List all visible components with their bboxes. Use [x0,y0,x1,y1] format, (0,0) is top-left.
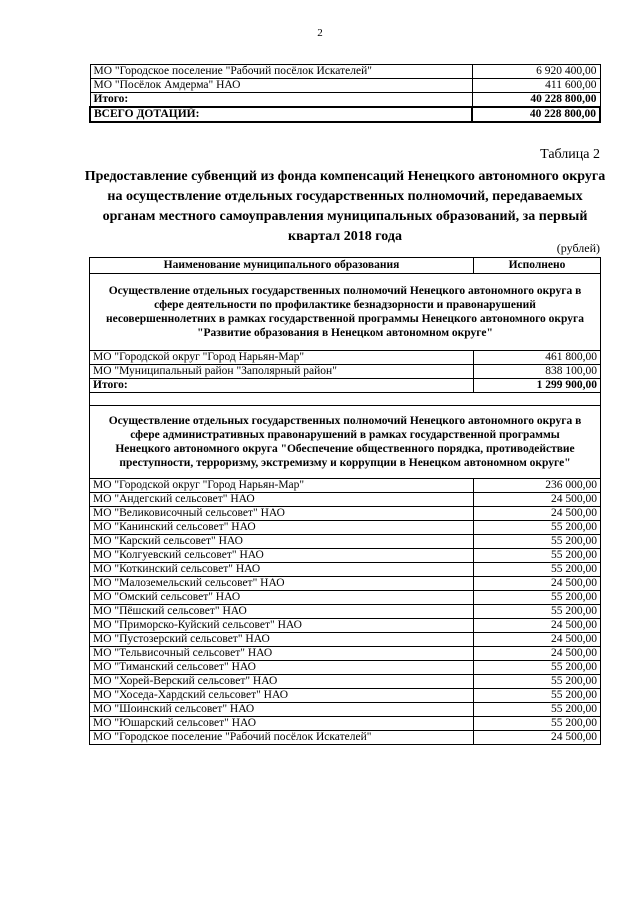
total-amount: 1 299 900,00 [474,379,601,393]
table-row [90,79,600,93]
table-row [90,549,601,563]
section-heading-row [90,274,601,351]
table-row [90,479,601,493]
total-row [90,93,600,108]
municipality-name: МО "Тельвисочный сельсовет" НАО [90,647,474,661]
total-row [90,379,601,393]
table-row [90,703,601,717]
grand-total-label: ВСЕГО ДОТАЦИЙ: [90,107,472,122]
municipality-name: МО "Хорей-Верский сельсовет" НАО [90,675,474,689]
amount: 461 800,00 [474,351,601,365]
amount: 24 500,00 [474,577,601,591]
table-row [90,535,601,549]
amount: 24 500,00 [474,619,601,633]
amount: 55 200,00 [474,675,601,689]
table-row [90,731,601,745]
municipality-name: МО "Шоинский сельсовет" НАО [90,703,474,717]
amount: 6 920 400,00 [472,65,600,79]
total-label: Итого: [90,379,474,393]
municipality-name: МО "Коткинский сельсовет" НАО [90,563,474,577]
amount: 24 500,00 [474,493,601,507]
table-row [90,507,601,521]
amount: 838 100,00 [474,365,601,379]
grand-total-amount: 40 228 800,00 [472,107,600,122]
municipality-name: МО "Малоземельский сельсовет" НАО [90,577,474,591]
municipality-name: МО "Колгуевский сельсовет" НАО [90,549,474,563]
table-row [90,633,601,647]
amount: 55 200,00 [474,535,601,549]
document-title: Предоставление субвенций из фонда компенсаций Ненецкого автономного округа на осуществление отдельных государственных полномочий, передаваемых органам местного самоуправления муниципальных образований, за первый квартал 2018 года [84,169,606,244]
amount: 55 200,00 [474,703,601,717]
section-heading: Осуществление отдельных государственных полномочий Ненецкого автономного округа в сфере деятельности по профилактике безнадзорности и правонарушений несовершеннолетних в рамках государственной программы Ненецкого автономного округа "Развитие образования в Ненецком автономном округе" [90,274,601,351]
header-value: Исполнено [474,258,601,274]
table-row [90,717,601,731]
amount: 24 500,00 [474,507,601,521]
table-row [90,493,601,507]
spacer-cell [90,393,601,406]
table-row [90,521,601,535]
header-name: Наименование муниципального образования [90,258,474,274]
amount: 55 200,00 [474,549,601,563]
table-row [90,577,601,591]
municipality-name: МО "Канинский сельсовет" НАО [90,521,474,535]
municipality-name: МО "Великовисочный сельсовет" НАО [90,507,474,521]
amount: 55 200,00 [474,521,601,535]
table-row [90,365,601,379]
amount: 24 500,00 [474,731,601,745]
section-heading: Осуществление отдельных государственных полномочий Ненецкого автономного округа в сфере административных правонарушений в рамках государственной программы Ненецкого автономного округа "Обеспечение общественного порядка, противодействие преступности, терроризму, экстремизму и коррупции в Ненецком автономном округе" [90,406,601,479]
amount: 55 200,00 [474,563,601,577]
total-amount: 40 228 800,00 [472,93,600,108]
amount: 55 200,00 [474,689,601,703]
municipality-name: МО "Хоседа-Хардский сельсовет" НАО [90,689,474,703]
table-row [90,689,601,703]
amount: 411 600,00 [472,79,600,93]
amount: 24 500,00 [474,633,601,647]
top-subsidy-table [89,64,601,123]
table-header [90,258,601,274]
municipality-name: МО "Пустозерский сельсовет" НАО [90,633,474,647]
table-row [90,647,601,661]
municipality-name: МО "Андегский сельсовет" НАО [90,493,474,507]
table-row [90,563,601,577]
municipality-name: МО "Юшарский сельсовет" НАО [90,717,474,731]
amount: 55 200,00 [474,717,601,731]
amount: 24 500,00 [474,647,601,661]
grand-total-row [90,107,600,122]
amount: 236 000,00 [474,479,601,493]
spacer-row [90,393,601,406]
table-row [90,619,601,633]
table-row [90,661,601,675]
table-row [90,591,601,605]
amount: 55 200,00 [474,591,601,605]
municipality-name: МО "Пёшский сельсовет" НАО [90,605,474,619]
table-row [90,351,601,365]
table-row [90,605,601,619]
municipality-name: МО "Посёлок Амдерма" НАО [90,79,472,93]
table-label: Таблица 2 [540,147,600,162]
municipality-name: МО "Городское поселение "Рабочий посёлок Искателей" [90,731,474,745]
municipality-name: МО "Омский сельсовет" НАО [90,591,474,605]
table-row [90,675,601,689]
municipality-name: МО "Муниципальный район "Заполярный район" [90,365,474,379]
municipality-name: МО "Городское поселение "Рабочий посёлок Искателей" [90,65,472,79]
section-heading-row [90,406,601,479]
municipality-name: МО "Городской округ "Город Нарьян-Мар" [90,351,474,365]
municipality-name: МО "Городской округ "Город Нарьян-Мар" [90,479,474,493]
total-label: Итого: [90,93,472,108]
page-number: 2 [317,27,323,39]
subvention-table [89,257,601,745]
municipality-name: МО "Карский сельсовет" НАО [90,535,474,549]
municipality-name: МО "Тиманский сельсовет" НАО [90,661,474,675]
amount: 55 200,00 [474,661,601,675]
municipality-name: МО "Приморско-Куйский сельсовет" НАО [90,619,474,633]
table-row [90,65,600,79]
unit-label: (рублей) [556,241,600,255]
amount: 55 200,00 [474,605,601,619]
